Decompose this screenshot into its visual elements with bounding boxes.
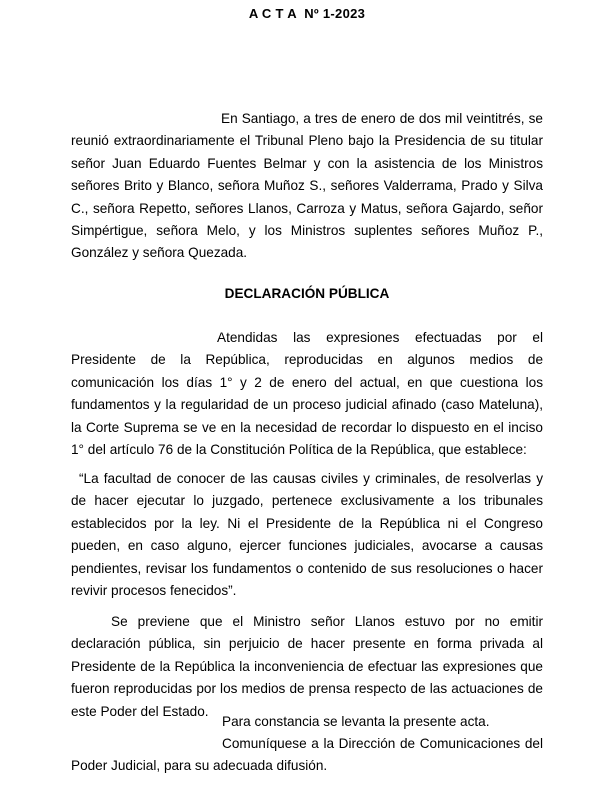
opening-paragraph: En Santiago, a tres de enero de dos mil veintitrés, se reunió extraordinariamente el Tribunal Pleno bajo la Presidencia de su titular señor Juan Eduardo Fuentes Belmar y con la asistencia de los Ministros señores Brito y Blanco, señora Muñoz S., señores Valderrama, Prado y Silva C., señora Repetto, señores Llanos, Carroza y Matus, señora Gajardo, señor Simpértigue, señora Melo, y los Ministros suplentes señores Muñoz P., González y señora Quezada.	[71, 111, 543, 261]
section-heading: DECLARACIÓN PÚBLICA	[224, 286, 390, 301]
communication-line: Comuníquese a la Dirección de Comunicaciones del Poder Judicial, para su adecuada difusión.	[71, 736, 543, 774]
constitution-quote: “La facultad de conocer de las causas civiles y criminales, de resolverlas y de hacer ejecutar lo juzgado, pertenece exclusivamente a los tribunales establecidos por la ley. Ni el Presidente de la República ni el Congreso pueden, en caso alguno, ejercer funciones judiciales, avocarse a causas pendientes, revisar los fundamentos o contenido de sus resoluciones o hacer revivir procesos fenecidos”.	[71, 471, 543, 599]
document-title	[0, 6, 614, 21]
closing-line: Para constancia se levanta la presente acta.	[222, 714, 490, 729]
declaration-paragraph: Atendidas las expresiones efectuadas por el Presidente de la República, reproducidas en algunos medios de comunicación los días 1° y 2 de enero del actual, en que cuestiona los fundamentos y la regularidad de un proceso judicial afinado (caso Mateluna), la Corte Suprema se ve en la necesidad de recordar lo dispuesto en el inciso 1° del artículo 76 de la Constitución Política de la República, que establece:	[71, 330, 543, 458]
dissent-paragraph: Se previene que el Ministro señor Llanos estuvo por no emitir declaración pública, sin perjuicio de hacer presente en forma privada al Presidente de la República la inconveniencia de efectuar las expresiones que fueron reproducidas por los medios de prensa respecto de las actuaciones de este Poder del Estado.	[71, 614, 543, 719]
document-title-text: A C T A Nº 1-2023	[248, 6, 366, 21]
